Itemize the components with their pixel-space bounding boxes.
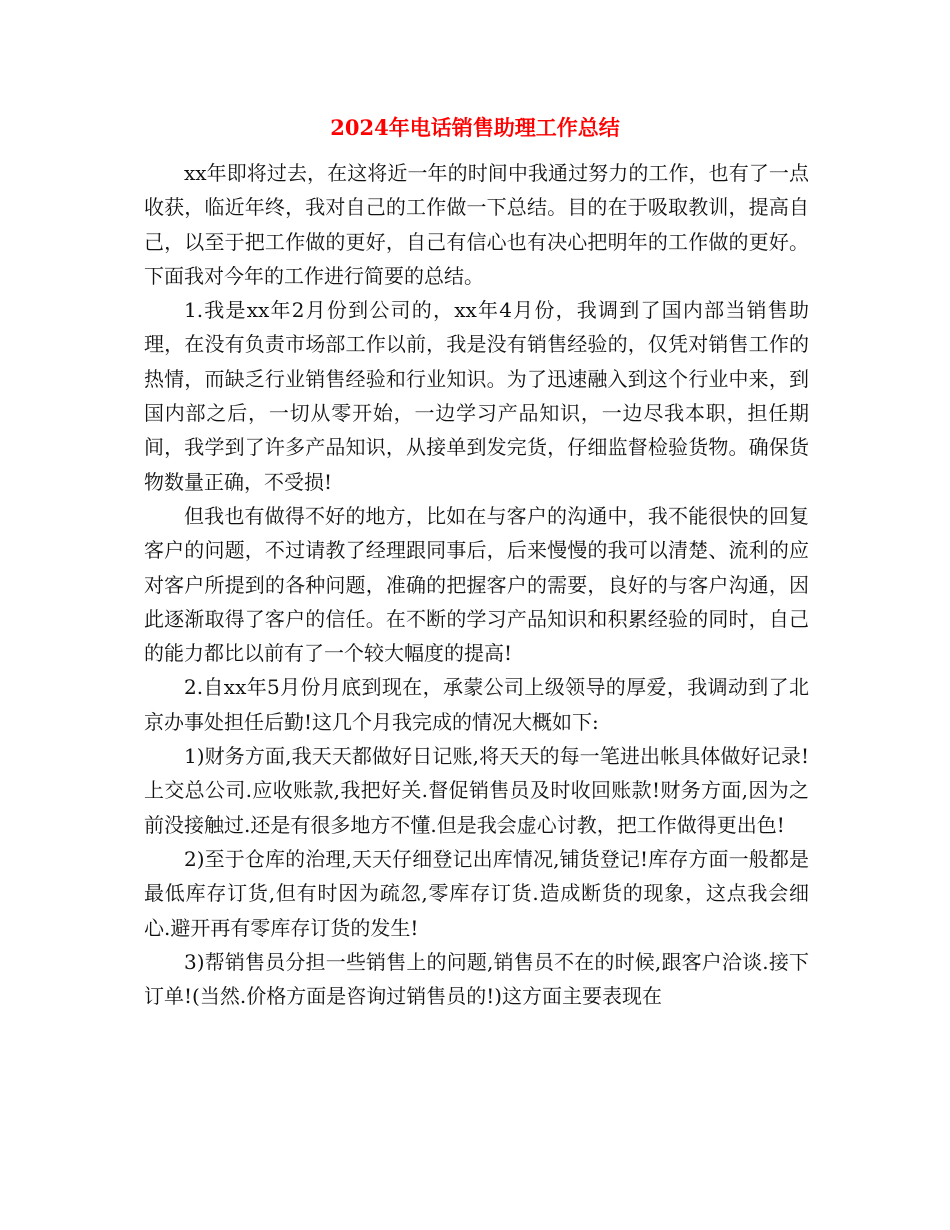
paragraph-shortcomings: 但我也有做得不好的地方，比如在与客户的沟通中，我不能很快的回复客户的问题，不过请教了经理跟同事后，后来慢慢的我可以清楚、流利的应对客户所提到的各种问题，准确的把握客户的需要，良好的与客户沟通，因此逐渐取得了客户的信任。在不断的学习产品知识和积累经验的同时，自己的能力都比以前有了一个较大幅度的提高! [144, 503, 809, 666]
paragraph-intro: xx年即将过去，在这将近一年的时间中我通过努力的工作，也有了一点收获，临近年终，我对自己的工作做一下总结。目的在于吸取教训，提高自己，以至于把工作做的更好，自己有信心也有决心把明年的工作做的更好。下面我对今年的工作进行简要的总结。 [144, 161, 809, 288]
document-body [144, 156, 809, 1013]
document-title: 2024年电话销售助理工作总结 [330, 115, 620, 140]
paragraph-item-1: 1.我是xx年2月份到公司的，xx年4月份，我调到了国内部当销售助理，在没有负责市场部工作以前，我是没有销售经验的，仅凭对销售工作的热情，而缺乏行业销售经验和行业知识。为了迅速融入到这个行业中来，到国内部之后，一切从零开始，一边学习产品知识，一边尽我本职，担任期间，我学到了许多产品知识，从接单到发完货，仔细监督检验货物。确保货物数量正确，不受损! [144, 298, 809, 494]
paragraph-warehouse: 2)至于仓库的治理,天天仔细登记出库情况,铺货登记!库存方面一般都是最低库存订货,但有时因为疏忽,零库存订货.造成断货的现象，这点我会细心.避开再有零库存订货的发生! [144, 846, 809, 940]
paragraph-sales-support: 3)帮销售员分担一些销售上的问题,销售员不在的时候,跟客户洽谈.接下订单!(当然.价格方面是咨询过销售员的!)这方面主要表现在 [144, 949, 809, 1009]
paragraph-item-2: 2.自xx年5月份月底到现在，承蒙公司上级领导的厚爱，我调动到了北京办事处担任后勤!这几个月我完成的情况大概如下: [144, 675, 809, 734]
paragraph-finance: 1)财务方面,我天天都做好日记账,将天天的每一笔进出帐具体做好记录!上交总公司.应收账款,我把好关.督促销售员及时收回账款!财务方面,因为之前没接触过.还是有很多地方不懂.但是我会虚心讨教，把工作做得更出色! [144, 744, 809, 837]
